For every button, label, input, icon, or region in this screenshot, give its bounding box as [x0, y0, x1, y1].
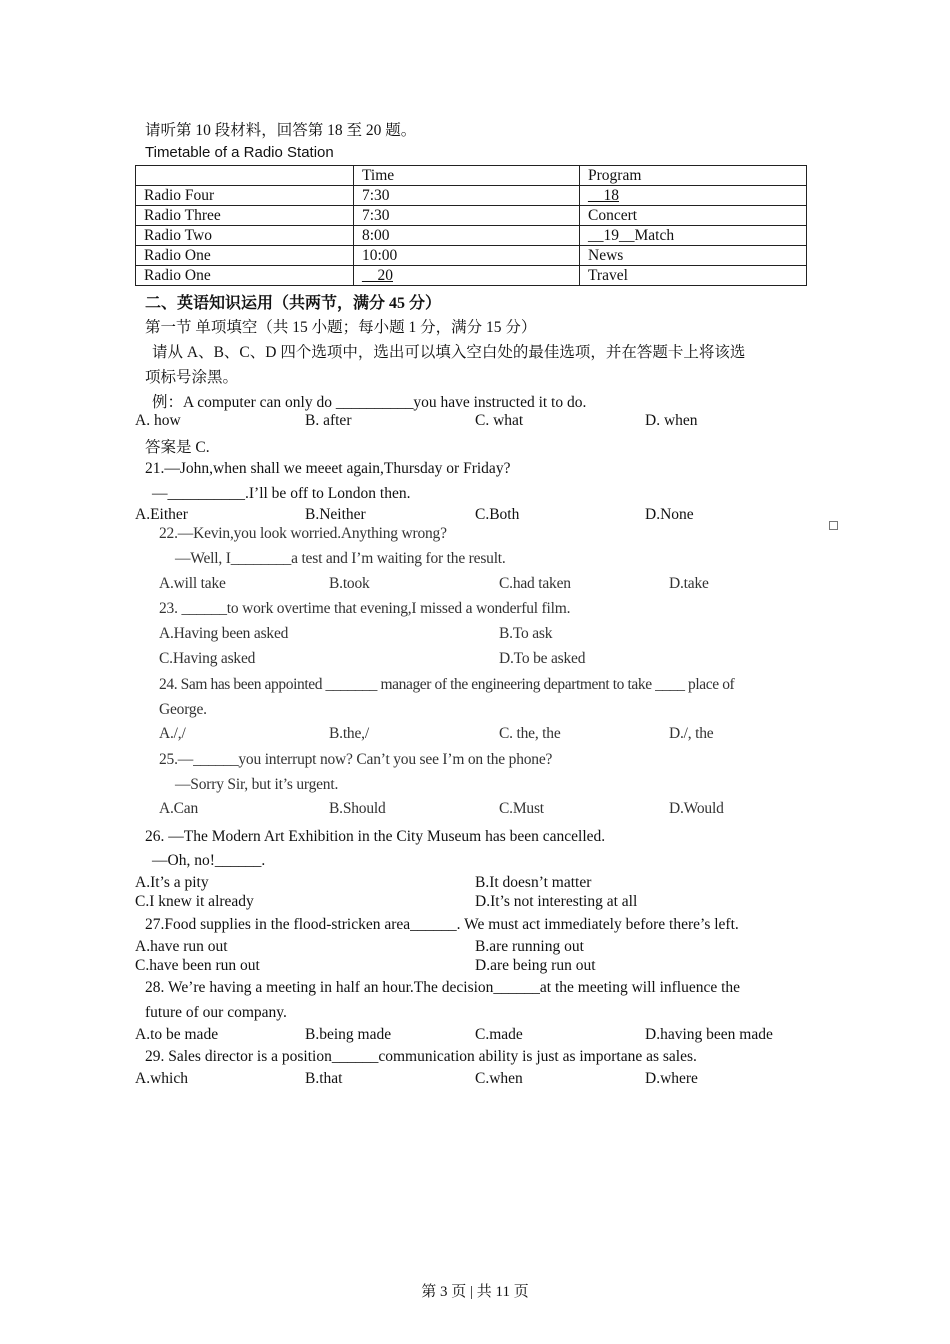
- table-cell: Radio One: [136, 266, 354, 286]
- table-row: [136, 206, 807, 226]
- table-row: [136, 266, 807, 286]
- table-cell: Radio Four: [136, 186, 354, 206]
- option-a: A.It’s a pity: [135, 874, 209, 891]
- option-b: B.the,/: [329, 725, 369, 742]
- option-d: D.having been made: [645, 1026, 773, 1043]
- timetable-title: Timetable of a Radio Station: [145, 144, 334, 161]
- option-b: B.are running out: [475, 938, 584, 955]
- table-cell: 7:30: [354, 206, 580, 226]
- question-22-stem: 22.—Kevin,you look worried.Anything wrong?: [159, 525, 447, 542]
- option-c: C.made: [475, 1026, 523, 1043]
- option-d: D.where: [645, 1070, 698, 1087]
- option-a: A.Having been asked: [159, 625, 289, 642]
- option-c: C.Having asked: [159, 650, 256, 667]
- option-a: A.Can: [159, 800, 199, 817]
- option-a: A.have run out: [135, 938, 228, 955]
- option-b: B.It doesn’t matter: [475, 874, 592, 891]
- question-29-stem: 29. Sales director is a position______communication ability is just as importane as sales.: [145, 1048, 697, 1065]
- option-b: B.took: [329, 575, 370, 592]
- option-a: A.to be made: [135, 1026, 219, 1043]
- option-d: D.It’s not interesting at all: [475, 893, 638, 910]
- option-d: D.None: [645, 506, 694, 523]
- question-28-stem-cont: future of our company.: [145, 1004, 287, 1021]
- table-cell: Travel: [580, 266, 807, 286]
- page-footer: 第 3 页 | 共 11 页: [421, 1284, 529, 1300]
- option-c: C.Must: [499, 800, 544, 817]
- table-row: [136, 226, 807, 246]
- option-d: D./, the: [669, 725, 714, 742]
- option-c: C. the, the: [499, 725, 561, 742]
- table-row: [136, 246, 807, 266]
- instruction-line-2: 项标号涂黑。: [145, 369, 239, 386]
- option-c: C.Both: [475, 506, 520, 523]
- table-cell: 7:30: [354, 186, 580, 206]
- question-23-stem: 23. ______to work overtime that evening,I missed a wonderful film.: [159, 600, 571, 617]
- table-cell: Concert: [580, 206, 807, 226]
- timetable: [135, 165, 807, 286]
- option-b: B.Should: [329, 800, 386, 817]
- option-a: A. how: [135, 412, 181, 429]
- question-25-response: —Sorry Sir, but it’s urgent.: [175, 776, 339, 793]
- example-answer: 答案是 C.: [145, 439, 210, 456]
- question-25-stem: 25.—______you interrupt now? Can’t you see I’m on the phone?: [159, 751, 553, 768]
- part-title: 第一节 单项填空（共 15 小题；每小题 1 分，满分 15 分）: [145, 319, 537, 336]
- option-d: D.Would: [669, 800, 724, 817]
- option-d: D.take: [669, 575, 709, 592]
- option-d: D. when: [645, 412, 698, 429]
- listening-intro: 请听第 10 段材料，回答第 18 至 20 题。: [145, 122, 417, 139]
- table-cell: __19__Match: [580, 226, 807, 246]
- checkbox-mark-icon: [829, 521, 838, 530]
- table-cell: News: [580, 246, 807, 266]
- table-cell: 8:00: [354, 226, 580, 246]
- question-24-stem-cont: George.: [159, 701, 207, 718]
- option-a: A./,/: [159, 725, 186, 742]
- question-21-stem: 21.—John,when shall we meeet again,Thursday or Friday?: [145, 460, 511, 477]
- option-a: A.will take: [159, 575, 226, 592]
- table-header-cell: Program: [580, 166, 807, 186]
- instruction-line-1: 请从 A、B、C、D 四个选项中，选出可以填入空白处的最佳选项，并在答题卡上将该选: [152, 344, 746, 361]
- option-d: D.are being run out: [475, 957, 596, 974]
- option-a: A.Either: [135, 506, 188, 523]
- table-cell: Radio Two: [136, 226, 354, 246]
- table-cell: __18: [580, 186, 807, 206]
- option-c: C.I knew it already: [135, 893, 254, 910]
- question-21-response: —__________.I’ll be off to London then.: [152, 485, 411, 502]
- table-header-cell: [136, 166, 354, 186]
- question-24-stem: 24. Sam has been appointed _______ manager of the engineering department to take ____ place of: [159, 676, 735, 693]
- option-b: B.To ask: [499, 625, 553, 642]
- table-cell: 10:00: [354, 246, 580, 266]
- table-cell: __20: [354, 266, 580, 286]
- question-26-response: —Oh, no!______.: [152, 852, 266, 869]
- section-title: 二、英语知识运用（共两节，满分 45 分）: [145, 295, 442, 312]
- question-22-response: —Well, I________a test and I’m waiting for the result.: [175, 550, 506, 567]
- example-question: 例：A computer can only do __________you have instructed it to do.: [152, 394, 587, 411]
- table-header-cell: Time: [354, 166, 580, 186]
- question-27-stem: 27.Food supplies in the flood-stricken area______. We must act immediately before there’s left.: [145, 916, 739, 933]
- table-cell: Radio One: [136, 246, 354, 266]
- table-header-row: [136, 166, 807, 186]
- option-b: B.being made: [305, 1026, 392, 1043]
- question-28-stem: 28. We’re having a meeting in half an hour.The decision______at the meeting will influence the: [145, 979, 741, 996]
- option-b: B. after: [305, 412, 352, 429]
- option-b: B.Neither: [305, 506, 366, 523]
- option-a: A.which: [135, 1070, 188, 1087]
- option-c: C.when: [475, 1070, 523, 1087]
- option-c: C. what: [475, 412, 524, 429]
- table-row: [136, 186, 807, 206]
- option-b: B.that: [305, 1070, 343, 1087]
- table-cell: Radio Three: [136, 206, 354, 226]
- option-c: C.have been run out: [135, 957, 260, 974]
- option-c: C.had taken: [499, 575, 571, 592]
- option-d: D.To be asked: [499, 650, 586, 667]
- question-26-stem: 26. —The Modern Art Exhibition in the City Museum has been cancelled.: [145, 828, 606, 845]
